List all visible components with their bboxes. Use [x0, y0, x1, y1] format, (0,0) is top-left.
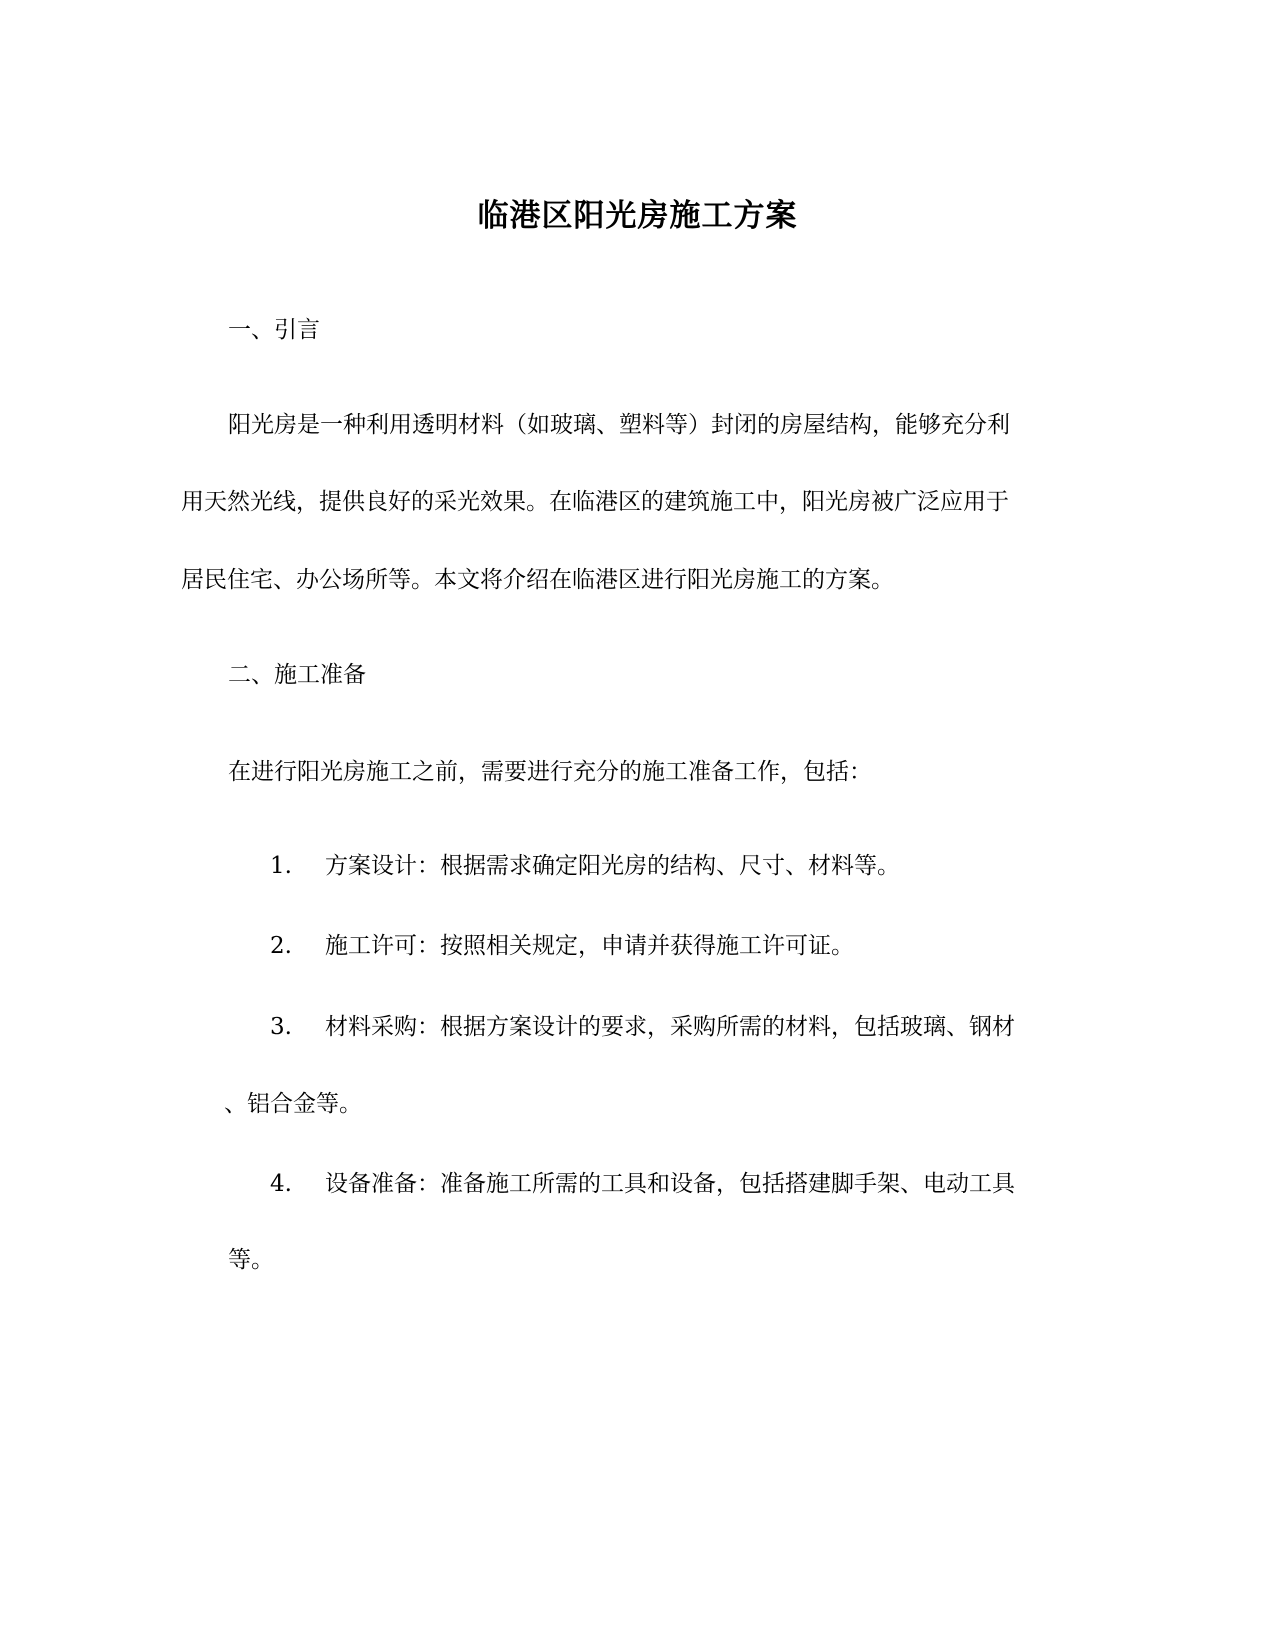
paragraph-line: 阳光房是一种利用透明材料（如玻璃、塑料等）封闭的房屋结构，能够充分利: [228, 412, 1010, 438]
list-item-number: 3.: [270, 1014, 292, 1040]
list-item-text-continued: 、铝合金等。: [224, 1091, 362, 1117]
paragraph-line: 居民住宅、办公场所等。本文将介绍在临港区进行阳光房施工的方案。: [181, 567, 894, 593]
section-heading-introduction: 一、引言: [228, 317, 320, 343]
list-item-text: 材料采购：根据方案设计的要求，采购所需的材料，包括玻璃、钢材: [325, 1014, 1015, 1040]
list-item-text: 方案设计：根据需求确定阳光房的结构、尺寸、材料等。: [325, 853, 900, 879]
list-item-text-continued: 等。: [228, 1247, 274, 1273]
paragraph-intro: 在进行阳光房施工之前，需要进行充分的施工准备工作，包括：: [228, 759, 872, 785]
document-title: 临港区阳光房施工方案: [477, 198, 798, 234]
paragraph-line: 用天然光线，提供良好的采光效果。在临港区的建筑施工中，阳光房被广泛应用于: [181, 489, 1009, 515]
list-item-number: 2.: [270, 933, 292, 959]
list-item-number: 1.: [270, 853, 292, 879]
list-item-number: 4.: [270, 1171, 292, 1197]
list-item-text: 施工许可：按照相关规定，申请并获得施工许可证。: [325, 933, 854, 959]
list-item-text: 设备准备：准备施工所需的工具和设备，包括搭建脚手架、电动工具: [325, 1171, 1015, 1197]
section-heading-preparation: 二、施工准备: [228, 662, 366, 688]
